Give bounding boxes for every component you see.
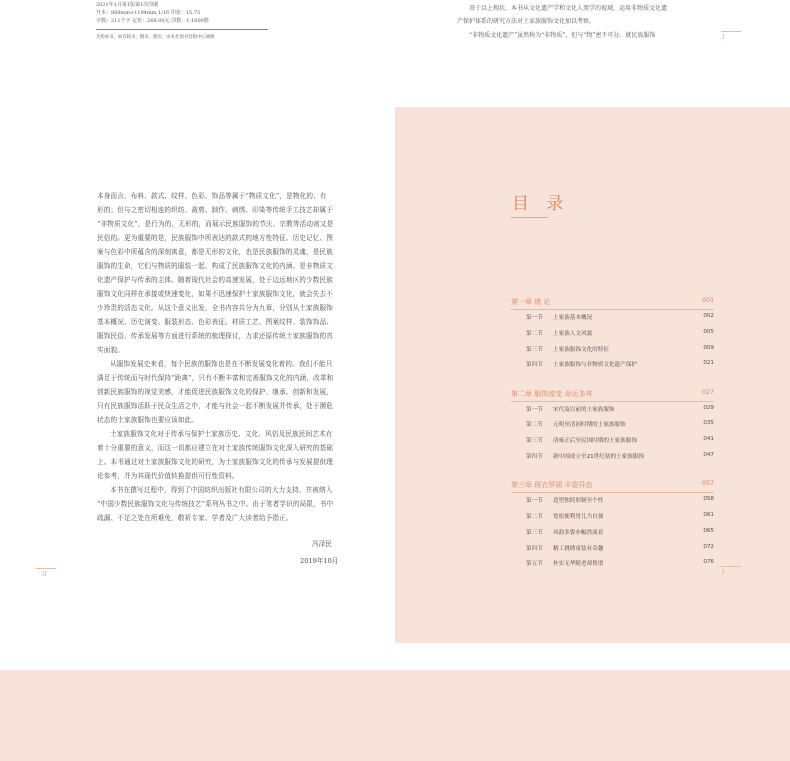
toc-page <box>395 107 790 643</box>
section-page: 035 <box>703 420 714 426</box>
preface-author: 冯泽民 <box>312 540 332 548</box>
chapter-label: 第三章 斑衣罗裙 丰姿异态 <box>511 481 593 489</box>
folio-mark <box>36 568 56 576</box>
folio-mark <box>721 31 741 39</box>
section-page: 072 <box>703 544 714 550</box>
toc-section[interactable] <box>526 420 714 430</box>
toc-section[interactable] <box>526 512 714 522</box>
section-number: 第五节 <box>526 561 543 567</box>
section-title: 土家族基本概况 <box>553 315 593 321</box>
section-title: 宋代及以前的土家族服饰 <box>553 407 615 413</box>
toc-title-rule <box>511 217 548 218</box>
section-title: 土家族服饰文化的特征 <box>553 347 609 353</box>
imprint-rule <box>96 29 268 30</box>
section-title: 清雍正后至民国时期的土家族服饰 <box>553 438 637 444</box>
preface-line: 只有民族服饰活跃于民众生活之中，才能与社会一起不断发展并传承，处于濒危 <box>97 402 334 410</box>
section-number: 第二节 <box>526 331 543 337</box>
toc-title: 目 录 <box>512 194 570 214</box>
preface-line: 实面貌。 <box>97 346 124 354</box>
previous-left-page <box>0 0 395 80</box>
section-number: 第二节 <box>526 514 543 520</box>
preface-line: 满足于传统而与时代保持“距离”，只有不断丰富和完善服饰文化的内涵，改革和 <box>97 374 334 382</box>
chapter-page: 027 <box>701 389 714 396</box>
preface-line: 创新民族服饰的视觉美感，才能促进民族服饰文化的保护、继承、创新和发展， <box>97 388 334 396</box>
preface-line: 本书在撰写过程中，得到了中国纺织出版社有限公司的大力支持，并被纳入 <box>110 486 333 494</box>
section-number: 第四节 <box>526 362 543 368</box>
preface-line: 着十分重要的意义，而这一切都应建立在对土家族传统服饰文化深入研究的基础 <box>97 444 334 452</box>
text-line: 基于以上现状，本书从文化遗产学和文化人类学的视域，运用非物质文化遗 <box>469 5 668 12</box>
toc-section[interactable] <box>526 345 714 355</box>
toc-section[interactable] <box>526 313 714 323</box>
toc-section[interactable] <box>526 496 714 506</box>
toc-chapter[interactable] <box>511 480 714 490</box>
folio-rule <box>36 568 56 569</box>
section-number: 第三节 <box>526 347 543 353</box>
section-page: 009 <box>703 345 714 351</box>
section-page: 029 <box>703 405 714 411</box>
text-line: 产保护体系的研究方法对土家族服饰文化加以考察。 <box>457 18 596 25</box>
chapter-rule <box>511 401 714 402</box>
preface-line: 服饰文化同样在承接或快速变化，如果不迅速保护土家族服饰文化，就会失去不 <box>97 290 334 298</box>
section-page: 021 <box>703 360 714 366</box>
imprint-line: 字数：211千字 定价：268.00元 印数：1-1000册 <box>96 18 209 24</box>
imprint-line: 2021年1月第1版第1次印刷 <box>96 2 159 8</box>
folio-number: II <box>42 571 47 578</box>
preface-line: 少珍贵的活态文化。从这个意义出发，全书内容共分为九章，分别从土家族服饰 <box>97 304 334 312</box>
section-title: 元明至清初时期的土家族服饰 <box>553 422 626 428</box>
preface-line: 基本概况、历史演变、服装形态、色彩表征、材质工艺、图案纹样、装饰饰品、 <box>97 318 334 326</box>
section-page: 058 <box>703 496 714 502</box>
preface-line: “中国少数民族服饰文化与传统技艺”系列丛书之中。由于笔者学识的局限，书中 <box>97 500 334 508</box>
preface-line: 民俗的。更为重要的是，民族服饰中所表达的款式的地方性特征、历史记忆、图 <box>97 234 334 242</box>
section-title: 风韵多姿亦幅然流着 <box>553 530 604 536</box>
preface-line: 形的；但与之密切相连的织纺、裁剪、制作、刺绣、印染等传统手工技艺却属于 <box>97 206 334 214</box>
preface-line: “非物质文化”，是行为的、无形的，而展示民族服饰的节庆、宗教等活动则又是 <box>97 220 334 228</box>
section-page: 061 <box>703 512 714 518</box>
section-page: 041 <box>703 436 714 442</box>
chapter-rule <box>511 309 714 310</box>
section-title: 新中国成立至21世纪初的土家族服饰 <box>553 454 645 460</box>
section-number: 第四节 <box>526 546 543 552</box>
preface-line: 土家族服饰文化对于传承与保护土家族历史、文化、风俗及民族民间艺术有 <box>110 430 333 438</box>
imprint-line: 开本：889mm×1194mm 1/16 印张：15.75 <box>96 10 201 16</box>
folio-number: I <box>722 34 725 41</box>
toc-section[interactable] <box>526 360 714 370</box>
preface-line: 论参考，并为其现代价值转换提供可行性资料。 <box>97 472 239 480</box>
folio-rule <box>721 566 741 567</box>
section-number: 第一节 <box>526 498 543 504</box>
toc-section[interactable] <box>526 452 714 462</box>
section-page: 005 <box>703 329 714 335</box>
chapter-page: 001 <box>701 297 714 304</box>
preface-date: 2019年10月 <box>300 557 339 565</box>
section-title: 宽松便利男儿当自强 <box>553 514 604 520</box>
preface-line: 服饰民俗、传承发展等方面进行系统的梳理探讨，力求还原传统土家族服饰的真 <box>97 332 334 340</box>
imprint-note: 凡购本书，如有缺页、倒页、脱页，由本社图书营销中心调换 <box>96 35 215 40</box>
section-number: 第三节 <box>526 530 543 536</box>
section-number: 第一节 <box>526 407 543 413</box>
section-title: 精工挑绣童装有奇趣 <box>553 546 604 552</box>
section-number: 第四节 <box>526 454 543 460</box>
section-title: 土家族服饰与非物质文化遗产保护 <box>553 362 637 368</box>
text-line: “非物质文化遗产”虽然称为“非物质”，但与“物”密不可分。就民族服饰 <box>469 32 656 39</box>
section-page: 047 <box>703 452 714 458</box>
section-number: 第一节 <box>526 315 543 321</box>
section-title: 土家族人文风貌 <box>553 331 593 337</box>
preface-line: 化遗产保护与传承的主体。随着现代社会的高速发展，处于边远地区的少数民族 <box>97 276 334 284</box>
toc-section[interactable] <box>526 544 714 554</box>
preface-page <box>0 108 395 668</box>
section-title: 造型独特形制至个性 <box>553 498 604 504</box>
section-number: 第三节 <box>526 438 543 444</box>
preface-line: 案与色彩中所蕴含的深刻寓意，都是无形的文化，也是民族服饰的灵魂，是民族 <box>97 248 334 256</box>
folio-mark <box>721 566 741 574</box>
section-page: 076 <box>703 559 714 565</box>
previous-right-page <box>395 0 790 80</box>
section-title: 朴实无华随老却鲁谱 <box>553 561 604 567</box>
toc-chapter[interactable] <box>511 389 714 399</box>
toc-chapter[interactable] <box>511 297 714 307</box>
toc-section[interactable] <box>526 405 714 415</box>
section-page: 065 <box>703 528 714 534</box>
preface-line: 上。本书通过对土家族服饰文化的研究，为土家族服饰文化的传承与发展提供理 <box>97 458 334 466</box>
section-number: 第二节 <box>526 422 543 428</box>
preface-line: 本身而言，布料、款式、纹样、色彩、饰品等属于“物质文化”，是物化的、有 <box>97 192 327 200</box>
chapter-page: 057 <box>701 480 714 487</box>
toc-section[interactable] <box>526 528 714 538</box>
preface-line: 服饰的生命，它们与物质的服装一起，构成了民族服饰文化的内涵。是非物质文 <box>97 262 334 270</box>
preface-line: 从服饰发展史来看，每个民族的服饰也是在不断发展变化着的。我们不能只 <box>110 360 333 368</box>
chapter-label: 第一章 绪 论 <box>511 298 551 306</box>
next-spread-page <box>0 670 790 761</box>
toc-section[interactable] <box>526 329 714 339</box>
preface-line: 状态的土家族服饰也要应该如此。 <box>97 416 199 424</box>
chapter-label: 第二章 服饰流变 命运多舛 <box>511 390 593 398</box>
preface-line: 疏漏、不足之处在所难免，敬祈专家、学者及广大读者给予指正。 <box>97 514 293 522</box>
section-page: 002 <box>703 313 714 319</box>
folio-rule <box>721 31 741 32</box>
toc-section[interactable] <box>526 436 714 446</box>
toc-section[interactable] <box>526 559 714 569</box>
folio-number: I <box>722 569 725 576</box>
chapter-rule <box>511 492 714 493</box>
